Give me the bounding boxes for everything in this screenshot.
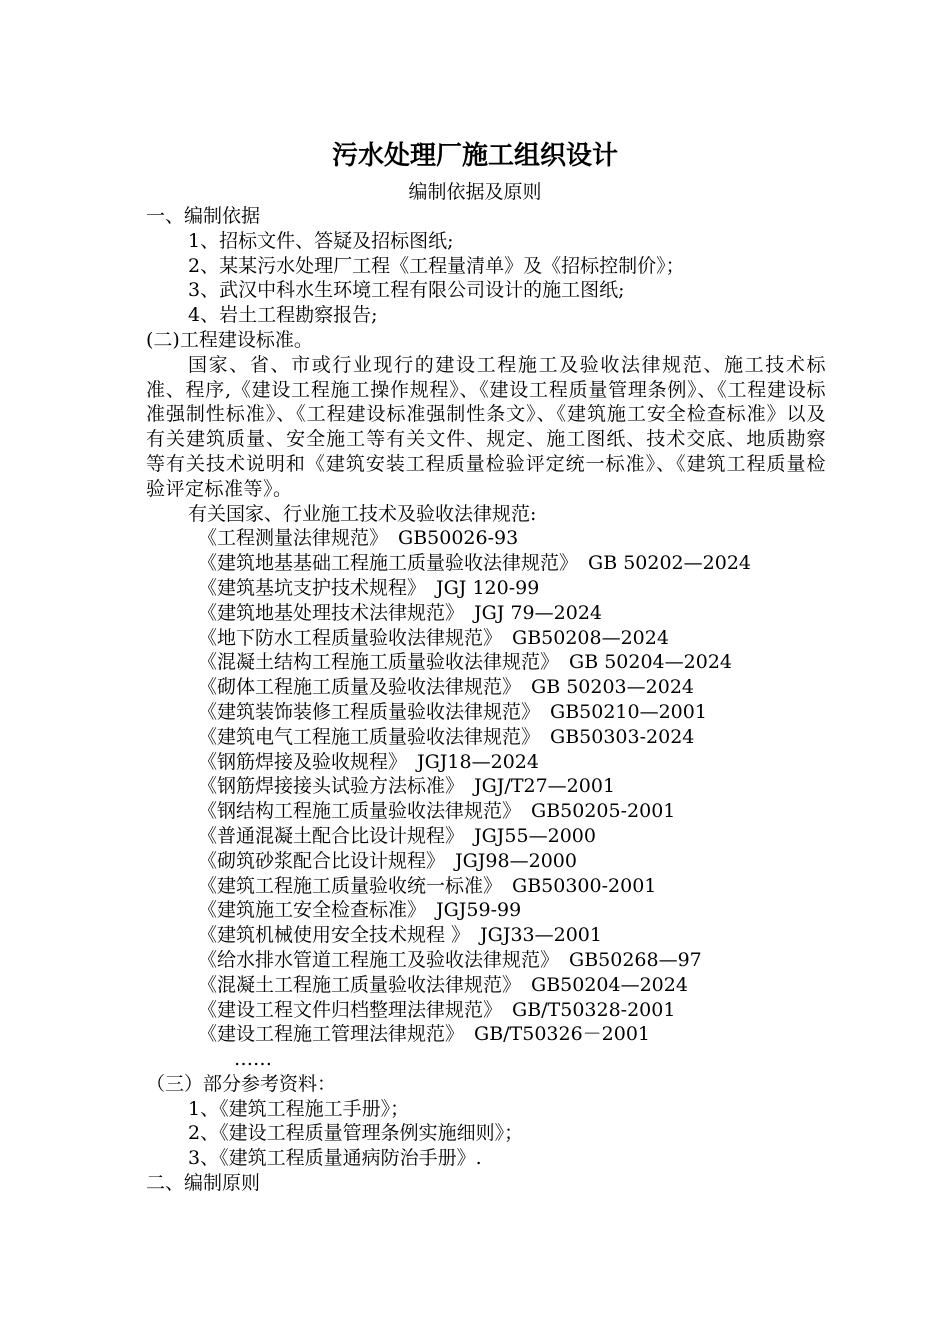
- standard-code: GB50026-93: [398, 527, 519, 550]
- standard-row: [146, 799, 826, 824]
- standard-code: JGJ/T27—2001: [474, 775, 616, 798]
- standard-code: GB50210—2001: [550, 700, 707, 723]
- standard-row: [146, 973, 826, 998]
- standard-name: 《建筑工程施工质量验收统一标准》: [198, 874, 503, 897]
- standard-name: 《混凝土工程施工质量验收法律规范》: [198, 973, 522, 996]
- list-item: 4、岩土工程勘察报告;: [188, 304, 378, 327]
- standard-name: 《工程测量法律规范》: [198, 527, 389, 550]
- standard-row: [146, 526, 826, 551]
- standard-row: [146, 849, 826, 874]
- list-item: 3、《建筑工程质量通病防治手册》.: [188, 1147, 482, 1170]
- standard-code: GB50208—2024: [512, 626, 669, 649]
- standard-name: 《建筑地基处理技术法律规范》: [198, 601, 465, 624]
- standard-code: GB50303-2024: [550, 725, 695, 748]
- standard-name: 《建筑地基基础工程施工质量验收法律规范》: [198, 552, 579, 575]
- standard-row: [146, 998, 826, 1023]
- standard-row: [146, 874, 826, 899]
- section-heading: 二、编制原则: [146, 1172, 261, 1195]
- standard-name: 《建筑机械使用安全技术规程 》: [198, 924, 471, 947]
- standard-row: [146, 626, 826, 651]
- standard-code: GB50204—2024: [531, 973, 688, 996]
- standard-code: GB/T50326－2001: [474, 1023, 651, 1046]
- standard-name: 《砌筑砂浆配合比设计规程》: [198, 849, 446, 872]
- standards-paragraph: 国家、省、市或行业现行的建设工程施工及验收法律规范、施工技术标准、程序,《建设工程施工操作规程》、《建设工程质量管理条例》、《工程建设标准强制性标准》、《工程建设标准强制性条文》、《建筑施工安全检查标准》以及有关建筑质量、安全施工等有关文件、规定、施工图纸、技术交底、地质勘察等有关技术说明和《建筑安装工程质量检验评定统一标准》、《建筑工程质量检验评定标准等》。: [146, 353, 826, 500]
- standard-code: GB 50203—2024: [531, 676, 694, 699]
- standard-row: [146, 774, 826, 799]
- standard-row: [146, 750, 826, 775]
- standard-code: GB50205-2001: [531, 800, 676, 823]
- standard-name: 《地下防水工程质量验收法律规范》: [198, 626, 503, 649]
- list-item: 1、招标文件、答疑及招标图纸;: [188, 229, 454, 252]
- standard-name: 《建设工程文件归档整理法律规范》: [198, 998, 503, 1021]
- standard-code: GB 50202—2024: [588, 552, 751, 575]
- standard-code: JGJ33—2001: [480, 924, 602, 947]
- standard-name: 《混凝土结构工程施工质量验收法律规范》: [198, 651, 560, 674]
- standard-row: [146, 601, 826, 626]
- standard-row: [146, 948, 826, 973]
- document-title: 污水处理厂施工组织设计: [331, 141, 618, 171]
- standard-code: JGJ59-99: [436, 899, 522, 922]
- standard-code: GB/T50328-2001: [512, 998, 676, 1021]
- standard-name: 《钢结构工程施工质量验收法律规范》: [198, 800, 522, 823]
- standard-row: [146, 1022, 826, 1047]
- standards-list: [146, 526, 826, 1047]
- standard-code: GB50300-2001: [512, 874, 657, 897]
- section-heading: (二)工程建设标准。: [146, 328, 313, 351]
- standard-code: JGJ 120-99: [436, 576, 540, 599]
- document-body: [146, 204, 826, 1196]
- standard-name: 《给水排水管道工程施工及验收法律规范》: [198, 948, 560, 971]
- ellipsis: ……: [234, 1048, 272, 1071]
- section-heading: 一、编制依据: [146, 205, 261, 227]
- standard-code: GB 50204—2024: [569, 651, 732, 674]
- standard-name: 《建筑电气工程施工质量验收法律规范》: [198, 725, 541, 748]
- list-item: 1、《建筑工程施工手册》；: [188, 1097, 410, 1120]
- standard-name: 《砌体工程施工质量及验收法律规范》: [198, 676, 522, 699]
- standard-row: [146, 824, 826, 849]
- standard-row: [146, 700, 826, 725]
- standard-code: JGJ18—2024: [417, 750, 539, 773]
- standard-row: [146, 576, 826, 601]
- standard-row: [146, 923, 826, 948]
- standard-code: JGJ55—2000: [474, 824, 596, 847]
- standard-name: 《建筑施工安全检查标准》: [198, 899, 427, 922]
- standards-intro: 有关国家、行业施工技术及验收法律规范:: [188, 502, 537, 525]
- standard-name: 《钢筋焊接接头试验方法标准》: [198, 775, 465, 798]
- standard-row: [146, 725, 826, 750]
- standard-name: 《普通混凝土配合比设计规程》: [198, 824, 465, 847]
- standard-row: [146, 650, 826, 675]
- document-subtitle: 编制依据及原则: [408, 181, 542, 203]
- standard-name: 《建筑装饰装修工程质量验收法律规范》: [198, 700, 541, 723]
- standard-row: [146, 898, 826, 923]
- standard-row: [146, 551, 826, 576]
- standard-name: 《钢筋焊接及验收规程》: [198, 750, 408, 773]
- standard-code: JGJ 79—2024: [474, 601, 602, 624]
- standard-name: 《建设工程施工管理法律规范》: [198, 1023, 465, 1046]
- standard-row: [146, 675, 826, 700]
- list-item: 2、某某污水处理厂工程《工程量清单》及《招标控制价》；: [188, 254, 685, 277]
- list-item: 2、《建设工程质量管理条例实施细则》；: [188, 1122, 524, 1145]
- standard-code: JGJ98—2000: [455, 849, 577, 872]
- list-item: 3、武汉中科水生环境工程有限公司设计的施工图纸;: [188, 279, 625, 302]
- standard-name: 《建筑基坑支护技术规程》: [198, 576, 427, 599]
- section-heading: （三）部分参考资料：: [146, 1072, 337, 1095]
- standard-code: GB50268—97: [569, 948, 702, 971]
